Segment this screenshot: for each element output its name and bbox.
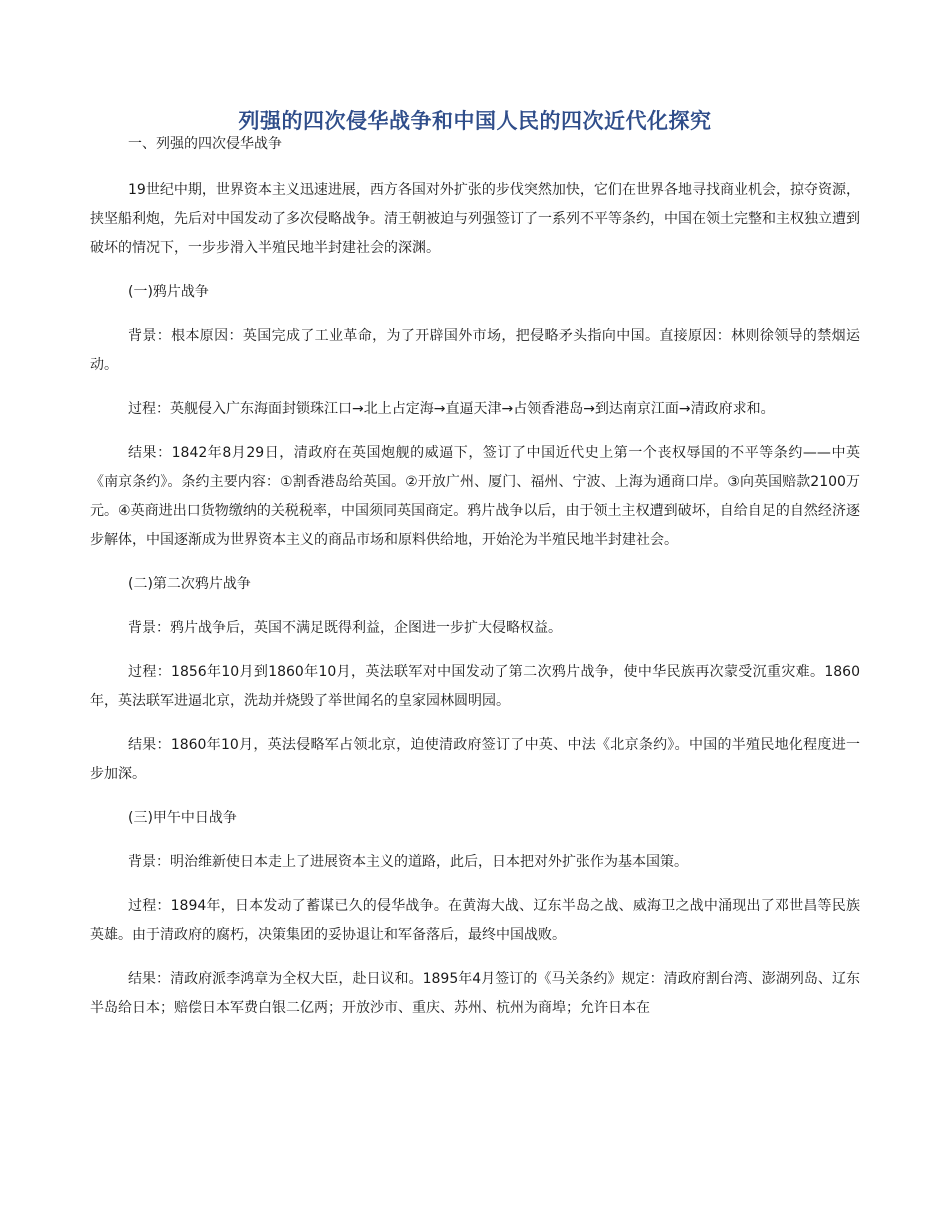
section-heading: 一、列强的四次侵华战争	[128, 136, 282, 152]
paragraph-intro: 19世纪中期，世界资本主义迅速进展，西方各国对外扩张的步伐突然加快，它们在世界各地寻找商业机会，掠夺资源，挟坚船利炮，先后对中国发动了多次侵略战争。清王朝被迫与列强签订了一系列不平等条约，中国在领土完整和主权独立遭到破坏的情况下，一步步滑入半殖民地半封建社会的深渊。	[90, 182, 860, 256]
subheading-sino-japanese-war: (三)甲午中日战争	[128, 810, 237, 826]
paragraph-second-process: 过程：1856年10月到1860年10月，英法联军对中国发动了第二次鸦片战争，使中华民族再次蒙受沉重灾难。1860年，英法联军进逼北京，洗劫并烧毁了举世闻名的皇家园林圆明园。	[90, 664, 860, 709]
paragraph-second-result: 结果：1860年10月，英法侵略军占领北京，迫使清政府签订了中英、中法《北京条约》。中国的半殖民地化程度进一步加深。	[90, 737, 860, 782]
paragraph-sino-japanese-result: 结果：清政府派李鸿章为全权大臣，赴日议和。1895年4月签订的《马关条约》规定：清政府割台湾、澎湖列岛、辽东半岛给日本；赔偿日本军费白银二亿两；开放沙市、重庆、苏州、杭州为商埠；允许日本在	[90, 971, 860, 1016]
paragraph-sino-japanese-background: 背景：明治维新使日本走上了进展资本主义的道路，此后，日本把对外扩张作为基本国策。	[128, 854, 688, 870]
subheading-second-opium-war: (二)第二次鸦片战争	[128, 576, 251, 592]
paragraph-opium-process: 过程：英舰侵入广东海面封锁珠江口→北上占定海→直逼天津→占领香港岛→到达南京江面→清政府求和。	[128, 401, 775, 417]
paragraph-opium-background: 背景：根本原因：英国完成了工业革命，为了开辟国外市场，把侵略矛头指向中国。直接原因：林则徐领导的禁烟运动。	[90, 328, 860, 373]
paragraph-opium-result: 结果：1842年8月29日，清政府在英国炮舰的威逼下，签订了中国近代史上第一个丧权辱国的不平等条约——中英《南京条约》。条约主要内容：①割香港岛给英国。②开放广州、厦门、福州、宁波、上海为通商口岸。③向英国赔款2100万元。④英商进出口货物缴纳的关税税率，中国须同英国商定。鸦片战争以后，由于领土主权遭到破坏，自给自足的自然经济逐步解体，中国逐渐成为世界资本主义的商品市场和原料供给地，开始沦为半殖民地半封建社会。	[90, 445, 860, 548]
subheading-opium-war: (一)鸦片战争	[128, 284, 209, 300]
paragraph-sino-japanese-process: 过程：1894年，日本发动了蓄谋已久的侵华战争。在黄海大战、辽东半岛之战、威海卫之战中涌现出了邓世昌等民族英雄。由于清政府的腐朽，决策集团的妥协退让和军备落后，最终中国战败。	[90, 898, 860, 943]
document-body	[90, 176, 860, 1038]
document-title: 列强的四次侵华战争和中国人民的四次近代化探究	[238, 109, 712, 133]
paragraph-second-background: 背景：鸦片战争后，英国不满足既得利益，企图进一步扩大侵略权益。	[128, 620, 562, 636]
